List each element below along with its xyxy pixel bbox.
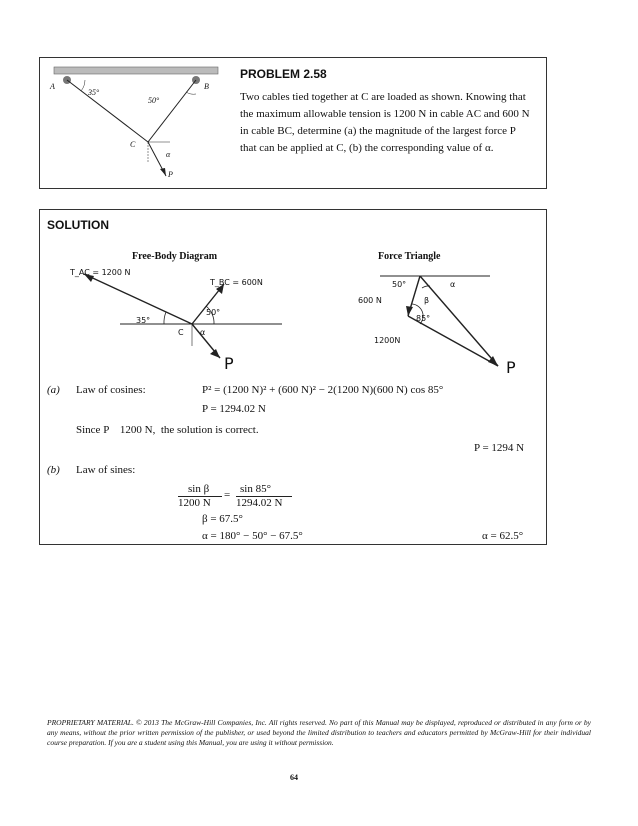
figure-angle-alpha: α xyxy=(166,150,171,159)
fbd-angle-35: 35° xyxy=(136,316,151,325)
part-b-num-right: sin 85° xyxy=(240,483,271,495)
equals-sign: = xyxy=(224,489,231,501)
part-b-law: Law of sines: xyxy=(76,464,136,476)
fbd-tac-label: T_AC = 1200 N xyxy=(70,268,131,277)
problem-text-line: Two cables tied together at C are loaded as shown. Knowing that xyxy=(240,91,526,103)
force-p-arrowhead xyxy=(160,168,166,176)
part-a-eq2: P = 1294.02 N xyxy=(202,403,266,415)
triangle-1200-side xyxy=(408,316,498,366)
problem-text-line: the maximum allowable tension is 1200 N in cable AC and 600 N xyxy=(240,108,530,120)
triangle-p-side xyxy=(420,276,498,366)
part-b-den-left: 1200 N xyxy=(178,497,211,509)
figure-label-c: C xyxy=(130,140,136,149)
part-b-label: (b) xyxy=(47,464,60,476)
triangle-p-label: P xyxy=(506,358,516,377)
problem-figure xyxy=(40,58,240,188)
triangle-beta: β xyxy=(424,296,430,305)
ceiling-beam xyxy=(54,67,218,74)
triangle-p-arrowhead xyxy=(488,356,498,366)
fbd-title: Free-Body Diagram xyxy=(132,251,218,262)
triangle-angle-85: 85° xyxy=(416,314,431,323)
triangle-angle-50: 50° xyxy=(392,280,407,289)
triangle-600-arrowhead xyxy=(406,306,413,316)
figure-label-p: P xyxy=(168,170,173,179)
part-a-law: Law of cosines: xyxy=(76,384,146,396)
part-b-alpha-eq: α = 180° − 50° − 67.5° xyxy=(202,530,303,542)
fbd-p-arrowhead xyxy=(210,349,220,358)
footer-notice: PROPRIETARY MATERIAL. © 2013 The McGraw-Hill Companies, Inc. All rights reserved. No part of this Manual may be displayed, reproduced or distributed in any form or by any means, without the prior written permission of the publisher, or used beyond the limited distribution to teachers and educators permitted by McGraw-Hill for their individual course preparation. If you are a student using this Manual, you are using it without permission. xyxy=(47,718,591,747)
figure-angle-50: 50° xyxy=(148,96,160,105)
part-a-label: (a) xyxy=(47,384,60,396)
part-b-answer: α = 62.5° xyxy=(482,530,524,542)
fbd-angle-35-arc xyxy=(164,312,166,324)
triangle-1200-label: 1200N xyxy=(374,336,401,345)
part-b-num-left: sin β xyxy=(188,483,210,495)
triangle-title: Force Triangle xyxy=(378,251,441,262)
fbd-c-label: C xyxy=(178,328,184,337)
angle-35-arc xyxy=(81,80,85,91)
fbd-p-label: P xyxy=(224,354,234,373)
page-number: 64 xyxy=(290,773,298,782)
fbd-angle-50: 50° xyxy=(206,308,221,317)
fbd-alpha: α xyxy=(200,328,206,337)
cable-ac xyxy=(67,80,148,142)
problem-box xyxy=(39,57,547,189)
part-a-eq1: P² = (1200 N)² + (600 N)² − 2(1200 N)(600 N) cos 85° xyxy=(202,384,444,396)
angle-50-arc xyxy=(186,92,196,94)
part-b-beta: β = 67.5° xyxy=(202,513,243,525)
problem-text-line: that can be applied at C, (b) the corresponding value of α. xyxy=(240,142,494,154)
figure-label-b: B xyxy=(204,82,209,91)
triangle-600-label: 600 N xyxy=(358,296,382,305)
part-a-answer: P = 1294 N xyxy=(474,442,525,454)
solution-box xyxy=(39,209,547,545)
problem-text xyxy=(240,89,545,157)
figure-angle-35: 35° xyxy=(88,88,100,97)
solution-header: SOLUTION xyxy=(47,218,109,232)
problem-text-line: in cable BC, determine (a) the magnitude of the largest force P xyxy=(240,125,516,137)
triangle-alpha: α xyxy=(450,280,456,289)
problem-title: PROBLEM 2.58 xyxy=(240,67,327,81)
fbd-tbc-label: T_BC = 600N xyxy=(210,278,263,287)
part-a-check: Since P 1200 N, the solution is correct. xyxy=(76,424,259,436)
figure-label-a: A xyxy=(50,82,55,91)
cable-bc xyxy=(148,80,196,142)
part-b-den-right: 1294.02 N xyxy=(236,497,283,509)
